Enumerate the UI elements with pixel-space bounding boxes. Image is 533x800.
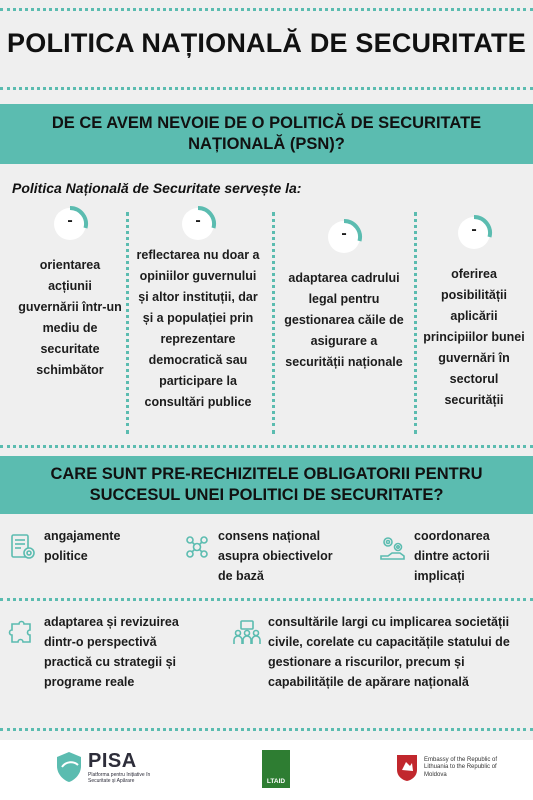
group-consensus-icon <box>182 532 212 562</box>
requirement-item-2 <box>182 526 362 586</box>
purpose-item-text: orientarea acțiunii guvernării într-un mediu de securitate schimbător <box>18 258 122 377</box>
puzzle-icon <box>8 618 38 648</box>
pisa-name: PISA <box>88 750 137 772</box>
requirement-item-5 <box>232 612 528 692</box>
requirement-item-3 <box>378 526 528 586</box>
ltaid-logo <box>262 750 290 788</box>
column-divider <box>126 212 129 434</box>
requirement-item-1 <box>8 526 178 566</box>
item-marker: - <box>195 212 201 229</box>
section1-heading-line1: DE CE AVEM NEVOIE DE O POLITICĂ DE SECURITATE <box>51 114 482 132</box>
requirement-text: consens național asupra obiectivelor de bază <box>218 529 333 583</box>
section2-heading-line2: SUCCESUL UNEI POLITICI DE SECURITATE? <box>89 486 444 504</box>
purpose-item-text: adaptarea cadrului legal pentru gestionarea căile de asigurare a securității naționale <box>284 271 404 369</box>
progress-ring-icon <box>179 205 217 243</box>
page-title: POLITICA NAȚIONALĂ DE SECURITATE <box>7 28 526 58</box>
purpose-item-3 <box>280 218 408 373</box>
requirement-text: angajamente politice <box>44 529 121 563</box>
requirement-item-4 <box>8 612 208 692</box>
section-dotted-divider <box>0 445 533 448</box>
purpose-item-2 <box>134 205 262 413</box>
requirement-text: adaptarea și revizuirea dintr-o perspectivă practică cu strategii și programe reale <box>44 615 179 689</box>
purpose-item-text: oferirea posibilității aplicării principiilor bunei guvernări în sectorul securității <box>423 267 525 407</box>
requirement-text: consultările largi cu implicarea societății civile, corelate cu capacitățile statului de gestionare a riscurilor, precum și capabilitățile de apărare națională <box>268 615 510 689</box>
meeting-icon <box>232 618 262 648</box>
item-marker: - <box>471 221 477 238</box>
item-marker: - <box>67 212 73 229</box>
pisa-logo <box>54 750 168 784</box>
gears-hand-icon <box>378 532 408 562</box>
progress-ring-icon <box>51 205 89 243</box>
requirement-text: coordonarea dintre actorii implicați <box>414 529 490 583</box>
column-divider <box>414 212 417 434</box>
ltaid-name: LTAID <box>266 778 286 785</box>
embassy-name: Embassy of the Republic of Lithuania to the Republic of Moldova <box>424 756 498 778</box>
purpose-item-4 <box>420 214 528 411</box>
progress-ring-icon <box>325 218 363 256</box>
document-gear-icon <box>8 532 38 562</box>
footer-logos <box>0 740 533 800</box>
top-dotted-divider <box>0 8 533 11</box>
section1-intro: Politica Națională de Securitate servește la: <box>12 180 302 196</box>
section2-heading-line1: CARE SUNT PRE-RECHIZITELE OBLIGATORII PENTRU <box>50 465 483 483</box>
section1-heading-line2: NAȚIONALĂ (PSN)? <box>188 135 345 153</box>
purpose-item-1 <box>8 205 132 381</box>
pisa-subtitle: Platforma pentru Inițiative în Securitate și Apărare <box>88 772 151 784</box>
item-marker: - <box>341 225 347 242</box>
pisa-shield-icon <box>54 750 84 784</box>
bottom-dotted-divider <box>0 728 533 731</box>
column-divider <box>272 212 275 434</box>
lithuania-coat-of-arms-icon <box>396 754 418 782</box>
requirements-dotted-divider <box>0 598 533 601</box>
progress-ring-icon <box>455 214 493 252</box>
section2-heading-banner <box>0 456 533 514</box>
purpose-item-text: reflectarea nu doar a opiniilor guvernului și altor instituții, dar și a populației prin reprezentare democratică sau participare la consultări publice <box>136 248 260 409</box>
section1-heading-banner <box>0 104 533 164</box>
embassy-logo <box>396 754 516 782</box>
title-dotted-divider <box>0 87 533 90</box>
